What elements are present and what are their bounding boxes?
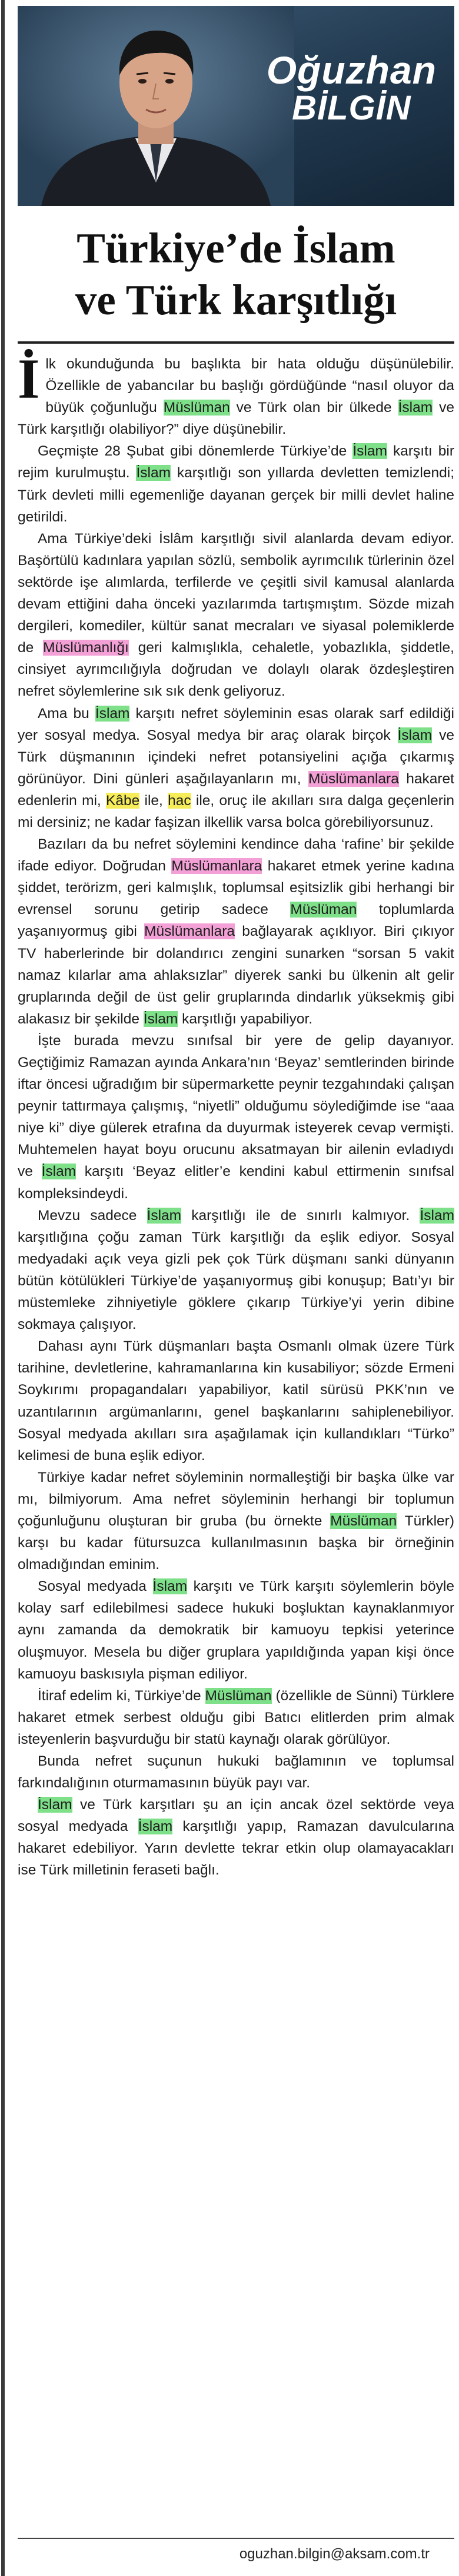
author-first-name: Oğuzhan	[266, 48, 437, 92]
highlight: Müslümanlara	[308, 770, 399, 787]
highlight: Müslüman	[205, 1687, 272, 1704]
highlight: İslam	[41, 1164, 76, 1180]
highlight: Müslümanlığı	[43, 640, 129, 656]
highlight: Müslüman	[163, 400, 230, 416]
highlight: İslam	[136, 465, 171, 481]
left-border-rule	[1, 0, 5, 2576]
title-divider	[18, 341, 454, 344]
paragraph-13: İslam ve Türk karşıtları şu an için ancak özel sektörde veya sosyal medyada İslam karşıtlığı yapıp, Ramazan davulcularına hakaret edebiliyor. Yarın devlette tekrar etkin olup olamayacakları ise Türk milletinin feraseti bağlı.	[18, 1797, 454, 1879]
paragraph-4: Ama bu İslam karşıtı nefret söyleminin esas olarak sarf edildiği yer sosyal medya. Sosyal medya bir araç olarak birçok İslam ve Türk düşmanının içindeki nefret potansiyelini açığa çıkarmış görünüyor. Dini günleri aşağılayanların mı, Müslümanlara hakaret edenlerin mi, Kâbe ile, hac ile, oruç ile akılları sıra dalga geçenlerin mi dersiniz; ne kadar faşizan ilkellik varsa bolca görebiliyorsunuz.	[18, 705, 455, 830]
article-title	[18, 222, 454, 326]
highlight: hac	[168, 792, 191, 809]
paragraph-12: Bunda nefret suçunun hukuki bağlamının ve toplumsal farkındalığının oturmamasının büyük payı var.	[18, 1753, 454, 1791]
highlight: Kâbe	[106, 792, 140, 809]
highlight: İslam	[352, 443, 387, 460]
article-body	[18, 347, 455, 1882]
author-last-name: BİLGİN	[292, 89, 411, 128]
paragraph-10: Sosyal medyada İslam karşıtı ve Türk karşıtı söylemlerin böyle kolay sarf edilebilmesi sadece hukuki boşluktan kaynaklanmıyor aynı zamanda da demokratik bir kamuoyu tepkisi yeterince oluşmuyor. Mesela bu diğer gruplara yapıldığında yapan kişi önce kamuoyu baskısıyla pişman ediliyor.	[18, 1578, 455, 1682]
paragraph-2: Geçmişte 28 Şubat gibi dönemlerde Türkiye’de İslam karşıtı bir rejim kurulmuştu. İslam karşıtlığı son yıllarda devletten temizlendi; Türk devleti milli egemenliğe dayanan gerçek bir milli devlet haline getirildi.	[18, 443, 455, 525]
paragraph-9: Türkiye kadar nefret söyleminin normalleştiği bir başka ülke var mı, bilmiyorum. Ama nefret söyleminin herhangi bir toplumun çoğunluğunu oluşturan bir gruba (bu örnekte Müslüman Türkler) karşı bu kadar fütursuzca kullanılmasının başka bir örneğinin olmadığından eminim.	[18, 1469, 454, 1573]
highlight: İslam	[152, 1578, 188, 1595]
highlight: İslam	[147, 1207, 182, 1224]
highlight: İslam	[95, 705, 130, 722]
author-email[interactable]: oguzhan.bilgin@aksam.com.tr	[239, 2546, 430, 2562]
highlight: İslam	[398, 400, 433, 416]
paragraph-7: Mevzu sadece İslam karşıtlığı ile de sınırlı kalmıyor. İslam karşıtlığına çoğu zaman Türk karşıtlığı da eşlik ediyor. Sosyal medyadaki açık veya gizli pek çok Türk düşmanı sanki dünyanın bütün kötülükleri Türkiye’de yaşanıyormuş gibi konuşup; Batı’yı bir müstemleke zihniyetiyle göklere çıkarıp Türkiye’yi yerin dibine sokmaya çalışıyor.	[18, 1207, 454, 1333]
paragraph-8: Dahası aynı Türk düşmanları başta Osmanlı olmak üzere Türk tarihine, devletlerine, kahramanlarına kin kusabiliyor; sözde Ermeni Soykırımı propagandaları yapabiliyor, katil sürüsü PKK’nın ve uzantılarının argümanlarını, genel başkanlarını sahiplenebiliyor. Sosyal medyada akılları sıra aşağılamak için kullandıkları “Türko” kelimesi de buna eşlik ediyor.	[18, 1338, 454, 1464]
title-line-2: ve Türk karşıtlığı	[75, 276, 397, 324]
paragraph-1: İlk okunduğunda bu başlıkta bir hata olduğu düşünülebilir. Özellikle de yabancılar bu başlığı gördüğünde “nasıl oluyor da büyük çoğunluğu Müslüman ve Türk olan bir ülkede İslam ve Türk karşıtlığı olabiliyor?” diye düşünebilir.	[18, 347, 454, 438]
paragraph-11: İtiraf edelim ki, Türkiye’de Müslüman (özellikle de Sünni) Türklere hakaret etmek serbest olduğu gibi Batıcı elitlerden prim almak isteyenlerin başvurduğu bir statü kaynağı olarak görülüyor.	[18, 1687, 454, 1747]
highlight: Müslüman	[330, 1513, 397, 1529]
author-name	[267, 50, 437, 127]
highlight: İslam	[397, 727, 433, 743]
drop-cap: İ	[18, 347, 40, 410]
author-portrait	[18, 6, 294, 206]
paragraph-5: Bazıları da bu nefret söylemini kendince daha ‘rafine’ bir şekilde ifade ediyor. Doğrudan Müslümanlara hakaret etmek yerine kadına şiddet, terörizm, geri kalmışlık, toplumsal eşitsizlik gibi herhangi bir evrensel sorunu getirip sadece Müslüman toplumlarda yaşanıyormuş gibi Müslümanlara bağlayarak açıklıyor. Biri çıkıyor TV haberlerinde bir dolandırıcı zengini sunarken “sorsan 5 vakit namaz kılarlar ama ahlaksızlar” diyerek sanki bu ülkenin alt gelir gruplarında değil de üst gelir gruplarında dindarlık yüksekmiş gibi alakasız bir şekilde İslam karşıtlığı yapabiliyor.	[18, 836, 455, 1027]
paragraph-3: Ama Türkiye’deki İslâm karşıtlığı sivil alanlarda devam ediyor. Başörtülü kadınlara yapılan sözlü, sembolik ayrımcılık türlerinin özel sektörde işe alımlarda, terfilerde ve çeşitli sivil kamusal alanlarda devam ettiğini daha önceki yazılarımda tartışmıştım. Sözde mizah dergileri, komediler, kültür sanat mecraları ve siyasal polemiklerde de Müslümanlığı geri kalmışlıkla, cehaletle, yobazlıkla, şiddetle, cinsiyet ayrımcılığıyla doğrudan ve dolaylı olarak özdeşleştiren nefret söylemlerine sık sık denk geliyoruz.	[18, 530, 454, 700]
column-header	[18, 6, 454, 206]
footer-divider	[18, 2538, 454, 2539]
highlight: Müslümanlara	[144, 923, 235, 940]
title-line-1: Türkiye’de İslam	[76, 224, 395, 272]
highlight: İslam	[38, 1797, 72, 1813]
paragraph-6: İşte burada mevzu sınıfsal bir yere de gelip dayanıyor. Geçtiğimiz Ramazan ayında Ankara’nın ‘Beyaz’ semtlerinden birinde iftar öncesi uğradığım bir süpermarkette peynir tezgahındaki çalışan peynir tattırmaya çalışmış, “niyetli” olduğumu söylediğimde ise “aaa niye ki” diye gülerek etrafına da duyurmak isteyerek cevap vermişti. Muhtemelen hayat boyu orucunu aksatmayan bir ailenin evladıydı ve İslam karşıtı ‘Beyaz elitler’e kendini kabul ettirmenin sınıfsal kompleksindeydi.	[18, 1032, 455, 1202]
highlight: Müslümanlara	[171, 858, 262, 875]
highlight: İslam	[143, 1011, 178, 1027]
highlight: Müslüman	[290, 902, 357, 918]
highlight: İslam	[420, 1207, 454, 1224]
highlight: İslam	[138, 1819, 173, 1835]
